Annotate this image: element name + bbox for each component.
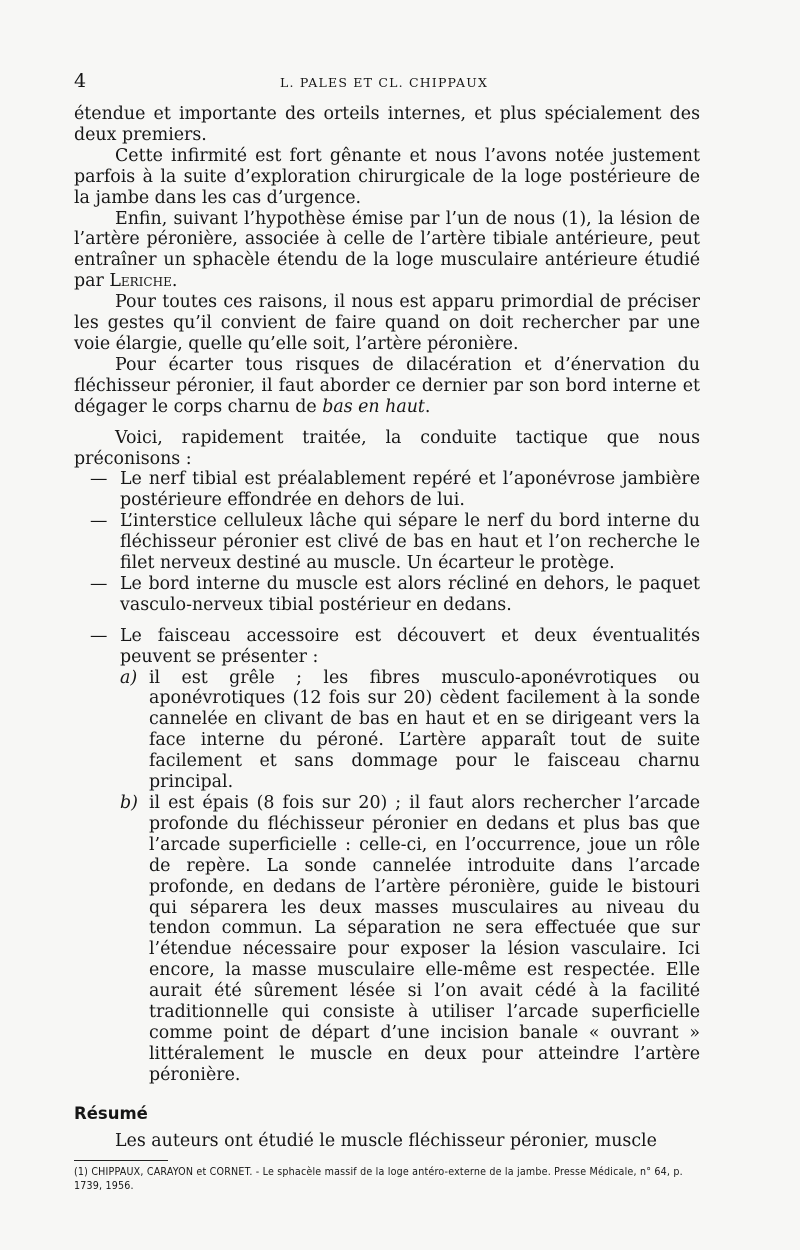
list-item-text: Le bord interne du muscle est alors récliné en dehors, le paquet vasculo-nerveux tibial postérieur en dedans. bbox=[120, 573, 700, 615]
author-name-leriche: Leriche bbox=[109, 271, 172, 292]
resume-heading: Résumé bbox=[74, 1103, 148, 1123]
page-number: 4 bbox=[74, 70, 87, 92]
page bbox=[74, 70, 700, 1193]
paragraph-3-text: Enfin, suivant l’hypothèse émise par l’un de nous (1), la lésion de l’artère péronière, associée à celle de l’artère tibiale antérieure, peut entraîner un sphacèle étendu de la loge musculaire antérieure étudié par bbox=[74, 208, 700, 292]
emphasis-bas-en-haut: bas en haut bbox=[322, 396, 425, 417]
paragraph-4: Pour toutes ces raisons, il nous est apparu primordial de préciser les gestes qu’il convient de faire quand on doit rechercher par une voie élargie, quelle qu’elle soit, l’artère péronière. bbox=[74, 292, 700, 354]
list-item-text: Le faisceau accessoire est découvert et deux éventualités peuvent se présenter : bbox=[120, 625, 700, 667]
dash-marker: — bbox=[90, 625, 108, 646]
paragraph-5-text: Pour écarter tous risques de dilacération et d’énervation du fléchisseur péronier, il faut aborder ce dernier par son bord interne et dégager le corps charnu de bbox=[74, 354, 700, 417]
sub-item-text: il est grêle ; les fibres musculo-aponévrotiques ou aponévrotiques (12 fois sur 20) cèdent facilement à la sonde cannelée en clivant de bas en haut et en se dirigeant vers la face interne du péroné. L’artère apparaît tout de suite facilement et sans dommage pour le faisceau charnu principal. bbox=[149, 667, 700, 793]
list-item bbox=[74, 574, 700, 616]
sub-item-label: b) bbox=[120, 793, 138, 813]
dash-marker: — bbox=[90, 573, 108, 594]
list-item bbox=[74, 511, 700, 574]
paragraph-6: Voici, rapidement traitée, la conduite tactique que nous préconisons : bbox=[74, 427, 700, 469]
paragraph-5 bbox=[74, 355, 700, 418]
footnote-divider bbox=[74, 1160, 168, 1161]
paragraph-3 bbox=[74, 209, 700, 293]
footnote: (1) CHIPPAUX, CARAYON et CORNET. - Le sphacèle massif de la loge antéro-externe de la jambe. Presse Médicale, n° 64, p. 1739, 1956. bbox=[74, 1165, 683, 1192]
sub-item-b bbox=[74, 793, 700, 1086]
resume-body bbox=[74, 1131, 700, 1152]
paragraph-1: étendue et importante des orteils internes, et plus spécialement des deux premiers. bbox=[74, 104, 700, 145]
list-item-text: L’interstice celluleux lâche qui sépare le nerf du bord interne du fléchisseur péronier est clivé de bas en haut et l’on recherche le filet nerveux destiné au muscle. Un écarteur le protège. bbox=[120, 511, 700, 574]
paragraph-3-end: . bbox=[171, 271, 178, 292]
sub-item-text: il est épais (8 fois sur 20) ; il faut alors rechercher l’arcade profonde du fléchisseur péronier en dedans et plus bas que l’arcade superficielle : celle-ci, en l’occurrence, joue un rôle de repère. La sonde cannelée introduite dans l’arcade profonde, en dedans de l’artère péronière, guide le bistouri qui séparera les deux masses musculaires au niveau du tendon commun. La séparation ne sera effectuée que sur l’étendue nécessaire pour exposer la lésion vasculaire. Ici encore, la masse musculaire elle-même est respectée. Elle aurait été sûrement lésée si l’on avait cédé à la facilité traditionnelle qui consiste à utiliser l’arcade superficielle comme point de départ d’une incision banale « ouvrant » littéralement le muscle en deux pour atteindre l’artère péronière. bbox=[149, 793, 700, 1085]
sub-item-label: a) bbox=[120, 667, 138, 688]
paragraph-5-end: . bbox=[424, 396, 431, 417]
dash-marker: — bbox=[90, 511, 108, 532]
sub-item-a bbox=[74, 668, 700, 793]
dash-marker: — bbox=[90, 469, 108, 490]
article-body bbox=[74, 104, 700, 1086]
paragraph-2: Cette infirmité est fort gênante et nous l’avons notée justement parfois à la suite d’exploration chirurgicale de la loge postérieure de la jambe dans les cas d’urgence. bbox=[74, 145, 700, 208]
list-item bbox=[74, 469, 700, 511]
list-item-text: Le nerf tibial est préalablement repéré et l’aponévrose jambière postérieure effondrée en dehors de lui. bbox=[120, 469, 700, 511]
running-head: L. PALES ET CL. CHIPPAUX bbox=[280, 75, 489, 90]
page-header bbox=[74, 70, 700, 104]
resume-paragraph: Les auteurs ont étudié le muscle fléchisseur péronier, muscle bbox=[115, 1130, 657, 1151]
list-item bbox=[74, 626, 700, 668]
